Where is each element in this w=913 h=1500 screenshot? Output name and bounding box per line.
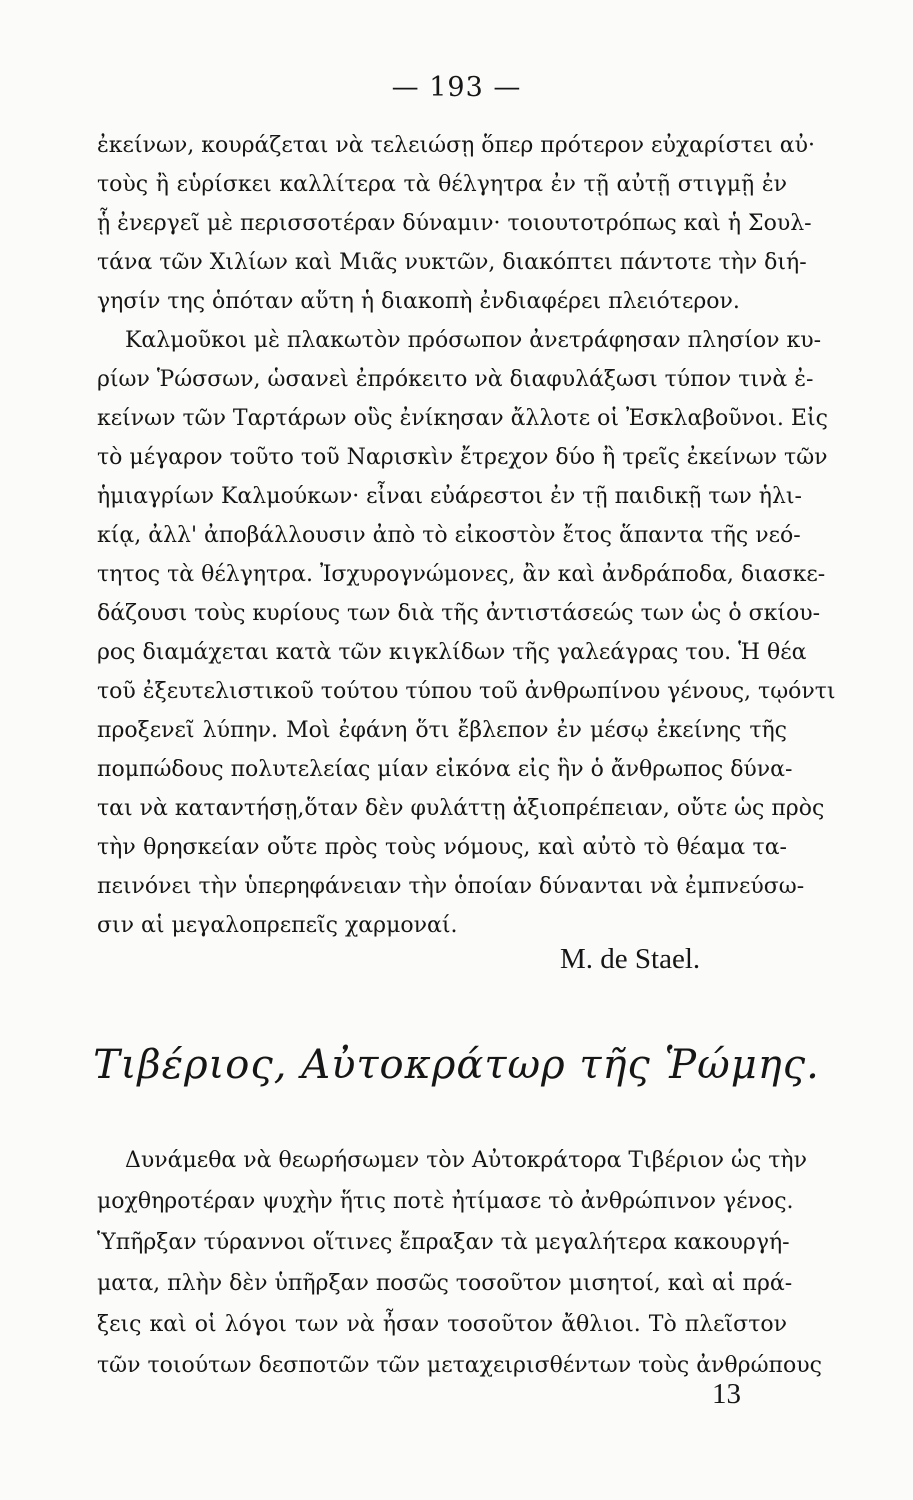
text-line: τῶν τοιούτων δεσποτῶν τῶν μεταχειρισθέντων τοὺς ἀνθρώπους <box>97 1353 822 1378</box>
page-number: — 193 — <box>391 72 522 103</box>
text-line: μοχθηροτέραν ψυχὴν ἥτις ποτὲ ἠτίμασε τὸ ἀνθρώπινον γένος. <box>97 1189 794 1214</box>
text-line: τητος τὰ θέλγητρα. Ἰσχυρογνώμονες, ἂν καὶ ἀνδράποδα, διασκε- <box>97 562 826 587</box>
text-line: ἡμιαγρίων Καλμούκων· εἶναι εὐάρεστοι ἐν τῇ παιδικῇ των ἡλι- <box>97 484 802 509</box>
text-line: πομπώδους πολυτελείας μίαν εἰκόνα εἰς ἣν ὁ ἄνθρωπος δύνα- <box>97 757 793 782</box>
text-line: ᾗ ἐνεργεῖ μὲ περισσοτέραν δύναμιν· τοιουτοτρόπως καὶ ἡ Σουλ- <box>97 211 812 236</box>
text-line: τάνα τῶν Χιλίων καὶ Μιᾶς νυκτῶν, διακόπτει πάντοτε τὴν διή- <box>97 250 807 275</box>
text-line: ἐκείνων, κουράζεται νὰ τελειώσῃ ὅπερ πρότερον εὐχαρίστει αὐ· <box>97 133 815 158</box>
text-line: σιν αἱ μεγαλοπρεπεῖς χαρμοναί. <box>97 913 458 938</box>
text-line: κείνων τῶν Ταρτάρων οὓς ἐνίκησαν ἄλλοτε οἱ Ἐσκλαβοῦνοι. Εἰς <box>97 406 828 431</box>
text-line: Ὑπῆρξαν τύραννοι οἵτινες ἔπραξαν τὰ μεγαλήτερα κακουργή- <box>97 1230 790 1255</box>
text-line: Δυνάμεθα νὰ θεωρήσωμεν τὸν Αὐτοκράτορα Τιβέριον ὡς τὴν <box>125 1148 807 1173</box>
text-line: γησίν της ὁπόταν αὕτη ἡ διακοπὴ ἐνδιαφέρει πλειότερον. <box>97 289 740 314</box>
author-signature: M. de Stael. <box>560 943 701 975</box>
text-line: ρος διαμάχεται κατὰ τῶν κιγκλίδων τῆς γαλεάγρας του. Ἡ θέα <box>97 640 807 665</box>
text-line: ματα, πλὴν δὲν ὑπῆρξαν ποσῶς τοσοῦτον μισητοί, καὶ αἱ πρά- <box>97 1271 793 1296</box>
text-line: κίᾳ, ἀλλ' ἀποβάλλουσιν ἀπὸ τὸ εἰκοστὸν ἔτος ἅπαντα τῆς νεό- <box>97 523 801 548</box>
text-line: ξεις καὶ οἱ λόγοι των νὰ ἦσαν τοσοῦτον ἄθλιοι. Τὸ πλεῖστον <box>97 1312 787 1337</box>
text-line: τοῦ ἐξευτελιστικοῦ τούτου τύπου τοῦ ἀνθρωπίνου γένους, τῳόντι <box>97 679 836 704</box>
text-line: τὴν θρησκείαν οὔτε πρὸς τοὺς νόμους, καὶ αὐτὸ τὸ θέαμα τα- <box>97 835 787 860</box>
text-line: προξενεῖ λύπην. Μοὶ ἐφάνη ὅτι ἔβλεπον ἐν μέσῳ ἐκείνης τῆς <box>97 718 787 743</box>
text-line: τοὺς ἢ εὑρίσκει καλλίτερα τὰ θέλγητρα ἐν τῇ αὐτῇ στιγμῇ ἐν <box>97 172 787 197</box>
text-line: τὸ μέγαρον τοῦτο τοῦ Ναρισκὶν ἔτρεχον δύο ἢ τρεῖς ἐκείνων τῶν <box>97 445 828 470</box>
main-text <box>97 126 836 945</box>
text-line: ται νὰ καταντήσῃ,ὅταν δὲν φυλάττῃ ἀξιοπρέπειαν, οὔτε ὡς πρὸς <box>97 796 825 821</box>
text-line: πεινόνει τὴν ὑπερηφάνειαν τὴν ὁποίαν δύνανται νὰ ἐμπνεύσω- <box>97 874 805 899</box>
section-text <box>97 1140 822 1386</box>
text-line: Καλμοῦκοι μὲ πλακωτὸν πρόσωπον ἀνετράφησαν πλησίον κυ- <box>125 328 822 353</box>
signature-mark: 13 <box>712 1378 741 1410</box>
text-line: ρίων Ῥώσσων, ὡσανεὶ ἐπρόκειτο νὰ διαφυλάξωσι τύπον τινὰ ἐ- <box>97 367 814 392</box>
section-title: Τιβέριος, Αὐτοκράτωρ τῆς Ῥώμης. <box>93 1042 820 1088</box>
text-line: δάζουσι τοὺς κυρίους των διὰ τῆς ἀντιστάσεώς των ὡς ὁ σκίου- <box>97 601 821 626</box>
